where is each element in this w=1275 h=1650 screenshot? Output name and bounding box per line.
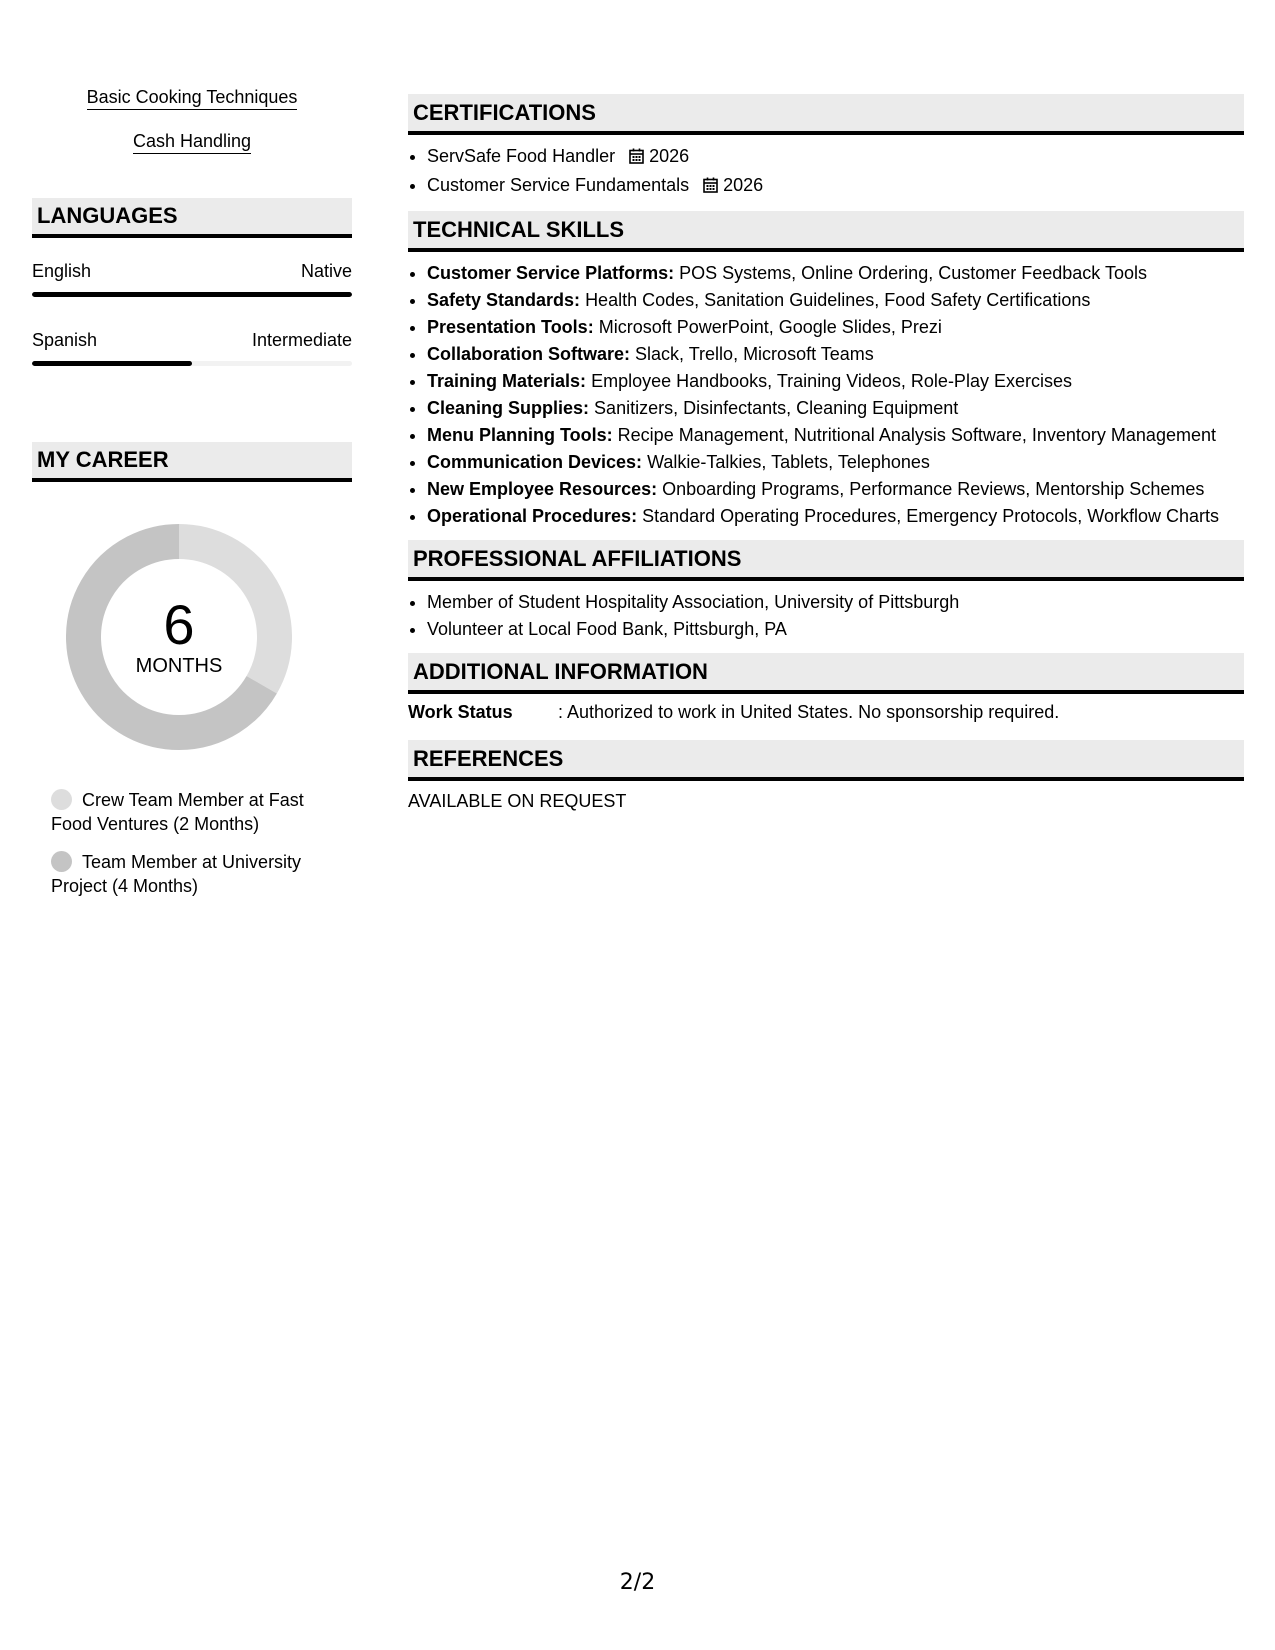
skill-category: Safety Standards: [427, 290, 581, 310]
skill-values: Standard Operating Procedures, Emergency Protocols, Workflow Charts [642, 506, 1220, 526]
references-heading [408, 740, 1244, 781]
language-bar [32, 292, 352, 297]
languages-title: LANGUAGES [37, 203, 178, 228]
calendar-icon [703, 174, 718, 201]
skill-category: Cleaning Supplies: [427, 398, 590, 418]
affiliations-title: PROFESSIONAL AFFILIATIONS [413, 545, 742, 571]
certifications-list [408, 143, 1244, 201]
career-legend-item [51, 788, 321, 836]
technical-skills-heading [408, 211, 1244, 252]
additional-info-title: ADDITIONAL INFORMATION [413, 658, 708, 684]
technical-skill-item [427, 422, 1244, 449]
technical-skill-item [427, 287, 1244, 314]
technical-skills-title: TECHNICAL SKILLS [413, 216, 625, 242]
skill-values: Onboarding Programs, Performance Reviews, Mentorship Schemes [662, 479, 1205, 499]
language-item-english [32, 260, 352, 297]
affiliation-item: • Volunteer at Local Food Bank, Pittsburgh, PA [427, 616, 1244, 643]
language-bar-fill [32, 361, 192, 366]
skill-tags [32, 86, 352, 174]
legend-dot-icon [51, 789, 72, 810]
career-legend-label: Team Member at University Project (4 Months) [51, 852, 302, 896]
references-text: AVAILABLE ON REQUEST [408, 791, 627, 811]
career-legend [51, 788, 321, 898]
career-total: 6 [163, 593, 195, 656]
certification-year: 2026 [649, 146, 690, 166]
certification-name: ServSafe Food Handler [427, 146, 616, 166]
skill-category: Collaboration Software: [427, 344, 631, 364]
technical-skill-item [427, 314, 1244, 341]
skill-category: Communication Devices: [427, 452, 643, 472]
additional-info-heading [408, 653, 1244, 694]
language-bar-fill [32, 292, 352, 297]
skill-category: Operational Procedures: [427, 506, 638, 526]
skill-values: Slack, Trello, Microsoft Teams [635, 344, 874, 364]
career-heading [32, 442, 352, 482]
calendar-icon [629, 145, 644, 172]
skill-category: Menu Planning Tools: [427, 425, 613, 445]
career-donut-center [66, 524, 292, 750]
skill-values: Employee Handbooks, Training Videos, Role-Play Exercises [591, 371, 1072, 391]
skill-tag: Basic Cooking Techniques [87, 86, 298, 110]
work-status-value: : Authorized to work in United States. No sponsorship required. [558, 702, 1060, 722]
career-legend-label: Crew Team Member at Fast Food Ventures (2 Months) [51, 790, 304, 834]
skill-values: Recipe Management, Nutritional Analysis Software, Inventory Management [617, 425, 1216, 445]
certification-year: 2026 [723, 175, 764, 195]
left-column [32, 86, 352, 912]
language-level: Intermediate [251, 330, 352, 350]
technical-skills-list [408, 260, 1244, 530]
skill-values: Sanitizers, Disinfectants, Cleaning Equipment [594, 398, 959, 418]
career-legend-item [51, 850, 321, 898]
skill-category: New Employee Resources: [427, 479, 658, 499]
affiliations-list [408, 589, 1244, 643]
languages-heading [32, 198, 352, 238]
right-column [408, 94, 1244, 813]
technical-skill-item [427, 395, 1244, 422]
skill-category: Presentation Tools: [427, 317, 594, 337]
certifications-heading [408, 94, 1244, 135]
skill-values: Microsoft PowerPoint, Google Slides, Prezi [598, 317, 942, 337]
language-name: Spanish [32, 330, 98, 350]
affiliation-item: • Member of Student Hospitality Association, University of Pittsburgh [427, 589, 1244, 616]
certification-item [427, 172, 1244, 201]
language-level: Native [300, 261, 352, 281]
skill-values: POS Systems, Online Ordering, Customer Feedback Tools [679, 263, 1147, 283]
technical-skill-item [427, 476, 1244, 503]
career-unit: MONTHS [135, 655, 223, 677]
affiliations-heading [408, 540, 1244, 581]
references-title: REFERENCES [413, 745, 564, 771]
work-status-row [408, 700, 1244, 724]
legend-dot-icon [51, 851, 72, 872]
skill-tag: Cash Handling [133, 130, 251, 154]
page-number: 2/2 [619, 1570, 656, 1595]
work-status-label: Work Status [408, 702, 513, 722]
language-bar [32, 361, 352, 366]
technical-skill-item [427, 341, 1244, 368]
certifications-title: CERTIFICATIONS [413, 99, 596, 125]
skill-values: Walkie-Talkies, Tablets, Telephones [647, 452, 930, 472]
skill-values: Health Codes, Sanitation Guidelines, Food Safety Certifications [585, 290, 1091, 310]
technical-skill-item [427, 368, 1244, 395]
technical-skill-item [427, 503, 1244, 530]
skill-category: Training Materials: [427, 371, 587, 391]
skill-category: Customer Service Platforms: [427, 263, 675, 283]
technical-skill-item [427, 449, 1244, 476]
career-title: MY CAREER [37, 447, 169, 472]
language-name: English [32, 261, 92, 281]
career-donut-chart [66, 524, 292, 750]
language-item-spanish [32, 329, 352, 366]
certification-name: Customer Service Fundamentals [427, 175, 690, 195]
technical-skill-item [427, 260, 1244, 287]
certification-item [427, 143, 1244, 172]
